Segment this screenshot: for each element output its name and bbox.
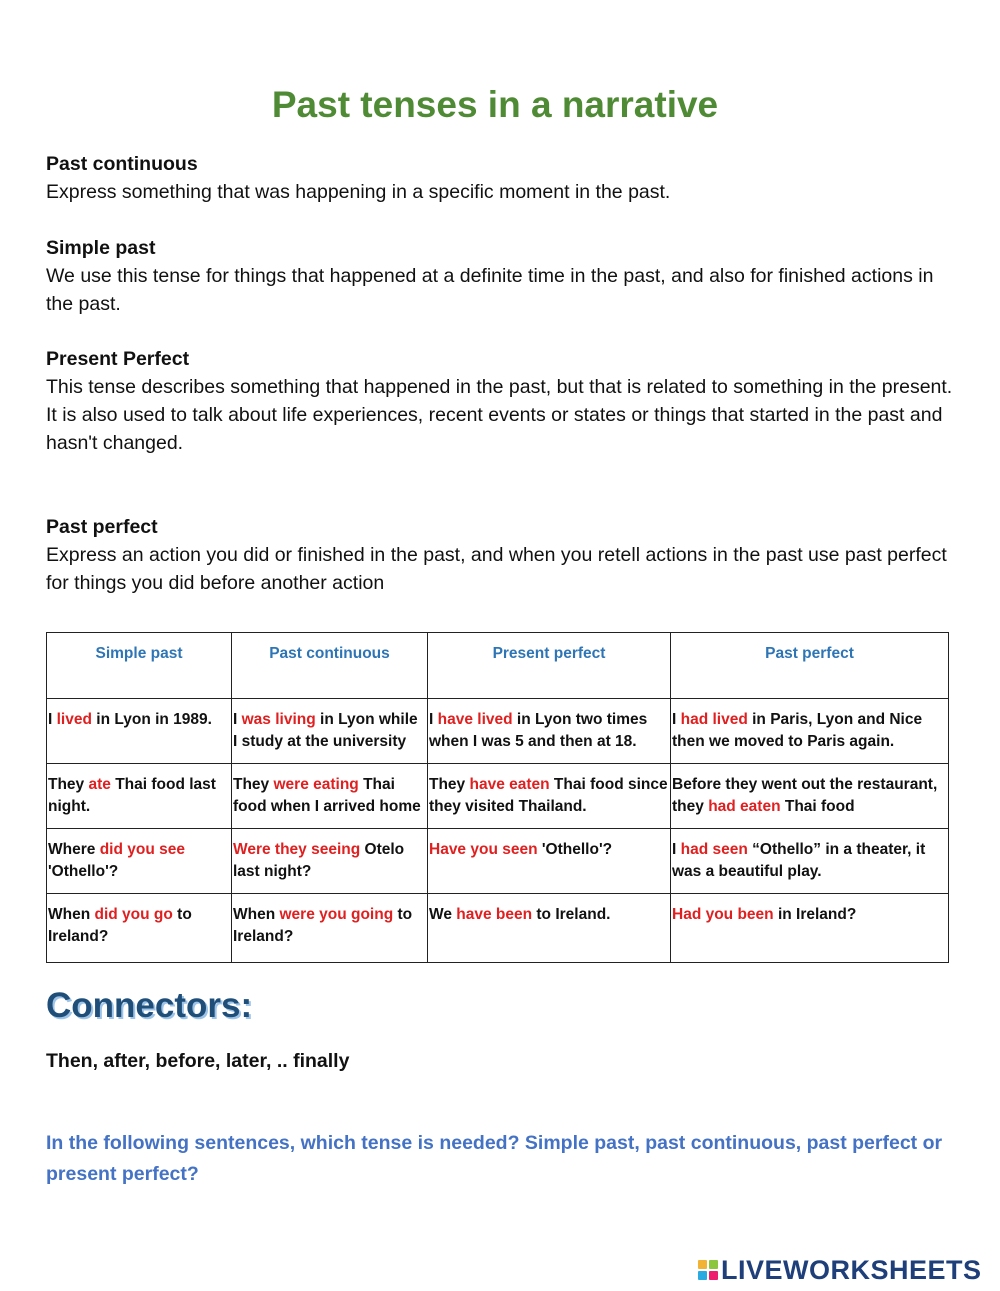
tenses-table (46, 632, 949, 963)
table-cell (232, 764, 428, 829)
table-cell (47, 829, 232, 894)
cell-text: to Ireland? (233, 906, 413, 945)
cell-text: Thai food when I arrived home (233, 776, 421, 815)
table-row (47, 699, 949, 764)
verb-highlight: did you see (99, 841, 185, 858)
cell-text: Otelo last night? (233, 841, 405, 880)
section-text: Express something that was happening in a specific moment in the past. (46, 181, 671, 203)
cell-text: Before they went out the restaurant, they (672, 776, 938, 815)
liveworksheets-logo (698, 1255, 982, 1285)
cell-text: in Lyon two times when I was 5 and then at 18. (429, 711, 648, 750)
cell-text: I (672, 841, 681, 858)
cell-text: They (429, 776, 470, 793)
cell-text: We (429, 906, 457, 923)
cell-text: I (672, 711, 681, 728)
table-cell (47, 764, 232, 829)
table-cell (671, 829, 949, 894)
table-cell (671, 894, 949, 963)
verb-highlight: Have you seen (429, 841, 538, 858)
cell-text: to Ireland? (48, 906, 192, 945)
logo-squares-icon (698, 1260, 718, 1280)
verb-highlight: had seen (680, 841, 748, 858)
column-header: Present perfect (428, 633, 671, 699)
section-heading: Present Perfect (46, 348, 190, 370)
section-heading: Past perfect (46, 516, 158, 538)
cell-text: 'Othello'? (48, 863, 119, 880)
cell-text: in Lyon in 1989. (91, 711, 212, 728)
section-heading: Past continuous (46, 153, 198, 175)
cell-text: When (48, 906, 95, 923)
table-cell (428, 764, 671, 829)
section-simple-past (46, 234, 956, 318)
cell-text: to Ireland. (532, 906, 611, 923)
table-cell (47, 894, 232, 963)
table-header-row (47, 633, 949, 699)
cell-text: I (233, 711, 242, 728)
cell-text: in Paris, Lyon and Nice then we moved to Paris again. (672, 711, 923, 750)
cell-text: “Othello” in a theater, it was a beautiful play. (672, 841, 926, 880)
table-cell (671, 764, 949, 829)
column-header: Past continuous (232, 633, 428, 699)
verb-highlight: had eaten (708, 798, 781, 815)
section-past-continuous (46, 150, 956, 206)
cell-text: When (233, 906, 280, 923)
section-text: We use this tense for things that happened at a definite time in the past, and also for finished actions in the past. (46, 265, 934, 315)
cell-text: Thai food (780, 798, 855, 815)
connectors-list: Then, after, before, later, .. finally (46, 1050, 350, 1072)
table-row (47, 894, 949, 963)
verb-highlight: did you go (94, 906, 173, 923)
verb-highlight: ate (88, 776, 111, 793)
table-cell (47, 699, 232, 764)
cell-text: in Lyon while I study at the university (233, 711, 418, 750)
connectors-title: Connectors: (46, 986, 253, 1025)
section-present-perfect (46, 345, 956, 457)
table-cell (232, 894, 428, 963)
logo-square (698, 1271, 707, 1280)
logo-text: LIVEWORKSHEETS (721, 1254, 982, 1285)
logo-square (698, 1260, 707, 1269)
page-title: Past tenses in a narrative (271, 84, 719, 125)
cell-text: 'Othello'? (537, 841, 613, 858)
table-cell (428, 829, 671, 894)
column-header: Simple past (47, 633, 232, 699)
cell-text: in Ireland? (773, 906, 857, 923)
cell-text: Thai food last night. (48, 776, 216, 815)
cell-text: They (233, 776, 274, 793)
logo-square (709, 1260, 718, 1269)
verb-highlight: had lived (680, 711, 748, 728)
verb-highlight: was living (241, 711, 316, 728)
cell-text: I (429, 711, 438, 728)
cell-text: They (48, 776, 89, 793)
table-cell (232, 699, 428, 764)
verb-highlight: have been (456, 906, 533, 923)
section-text: It is also used to talk about life experiences, recent events or states or things that started in the past and hasn't changed. (46, 404, 943, 454)
verb-highlight: Had you been (672, 906, 774, 923)
verb-highlight: have lived (437, 711, 513, 728)
cell-text: I (48, 711, 57, 728)
section-text: Express an action you did or finished in the past, and when you retell actions in the past use past perfect for things you did before another action (46, 544, 947, 594)
section-heading: Simple past (46, 237, 156, 259)
cell-text: Where (48, 841, 100, 858)
verb-highlight: were eating (273, 776, 359, 793)
table-cell (428, 699, 671, 764)
verb-highlight: Were they seeing (233, 841, 361, 858)
verb-highlight: have eaten (469, 776, 550, 793)
table-row (47, 764, 949, 829)
logo-square (709, 1271, 718, 1280)
column-header: Past perfect (671, 633, 949, 699)
table-cell (232, 829, 428, 894)
table-cell (428, 894, 671, 963)
table-cell (671, 699, 949, 764)
verb-highlight: lived (56, 711, 92, 728)
verb-highlight: were you going (279, 906, 394, 923)
section-past-perfect (46, 513, 956, 597)
table-row (47, 829, 949, 894)
instructions-question: In the following sentences, which tense is needed? Simple past, past continuous, past perfect or present perfect? (46, 1132, 943, 1185)
section-text: This tense describes something that happened in the past, but that is related to something in the present. (46, 376, 953, 398)
cell-text: Thai food since they visited Thailand. (429, 776, 668, 815)
